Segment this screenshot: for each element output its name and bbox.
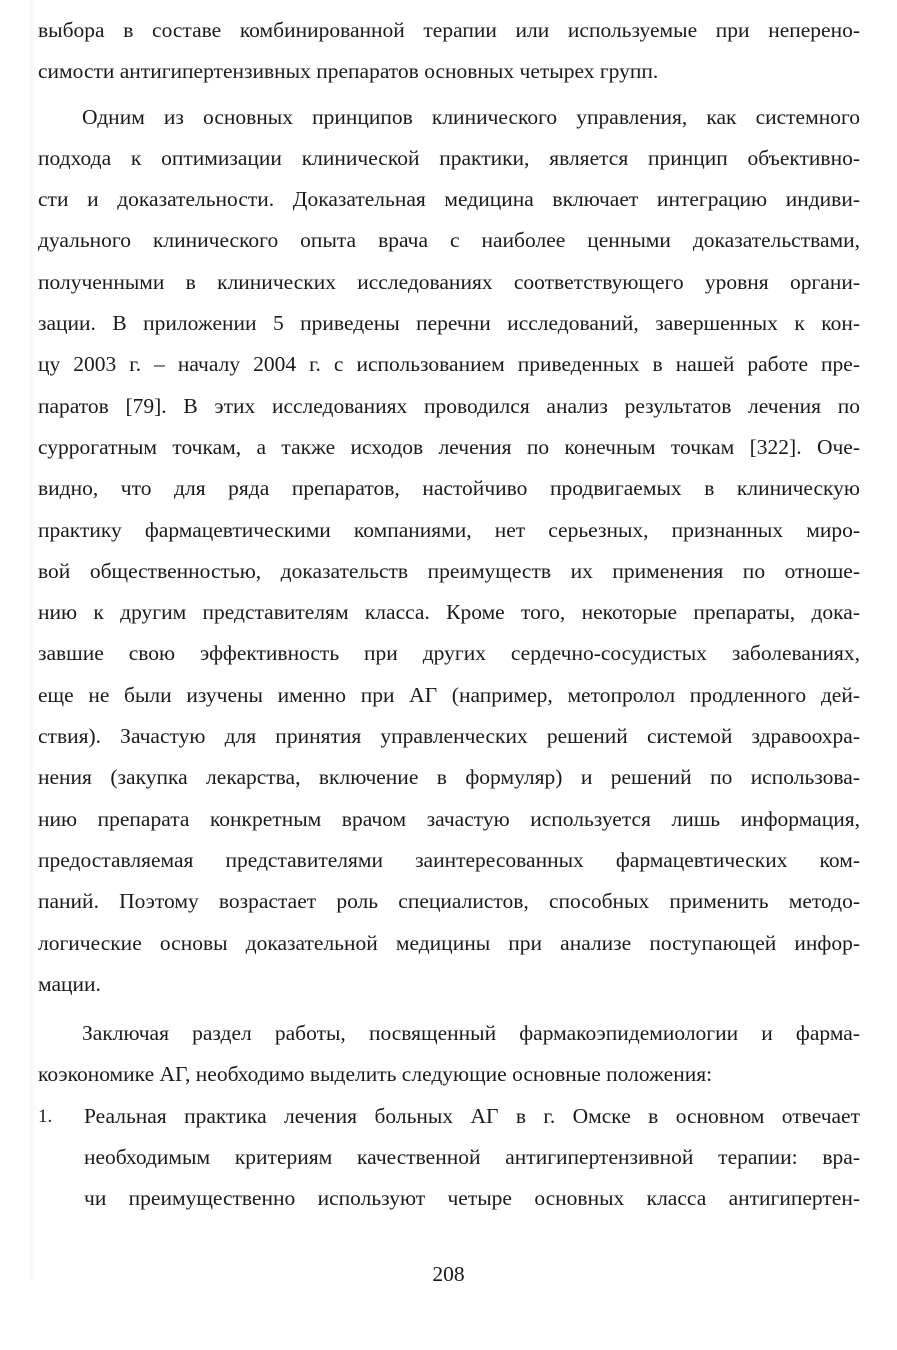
- document-page: [38, 10, 860, 1220]
- list-item-number: 1.: [38, 1105, 53, 1127]
- text-line: нию препарата конкретным врачом зачастую используется лишь информация,: [38, 806, 860, 831]
- text-line: ствия). Зачастую для принятия управленческих решений системой здравоохра-: [38, 724, 860, 749]
- text-line: выбора в составе комбинированной терапии или используемые при неперено-: [38, 18, 860, 42]
- text-line: видно, что для ряда препаратов, настойчиво продвигаемых в клиническую: [38, 476, 860, 501]
- text-line: симости антигипертензивных препаратов основных четырех групп.: [38, 59, 659, 84]
- text-line: нения (закупка лекарства, включение в формуляр) и решений по использова-: [38, 765, 860, 790]
- text-line: нию к другим представителям класса. Кроме того, некоторые препараты, дока-: [38, 600, 860, 625]
- text-line: Заключая раздел работы, посвященный фармакоэпидемиологии и фарма-: [82, 1021, 860, 1046]
- paragraph-evidence-based-medicine: [38, 97, 860, 1006]
- text-line: завшие свою эффективность при других сердечно-сосудистых заболеваниях,: [38, 641, 860, 666]
- text-line: подхода к оптимизации клинической практики, является принцип объективно-: [38, 145, 860, 170]
- text-line: мации.: [38, 971, 101, 996]
- text-line: логические основы доказательной медицины при анализе поступающей инфор-: [38, 930, 860, 955]
- text-line: вой общественностью, доказательств преимуществ их применения по отноше-: [38, 558, 860, 583]
- page-number: 208: [432, 1262, 465, 1286]
- text-line: коэкономике АГ, необходимо выделить следующие основные положения:: [38, 1062, 713, 1087]
- list-item: [38, 1096, 860, 1137]
- scan-edge-shadow: [30, 0, 36, 1280]
- list-item-text: Реальная практика лечения больных АГ в г. Омске в основном отвечает: [84, 1103, 860, 1128]
- text-line: сти и доказательности. Доказательная медицина включает интеграцию индиви-: [38, 187, 860, 212]
- paragraph-continuation: [38, 10, 860, 93]
- text-line: зации. В приложении 5 приведены перечни исследований, завершенных к кон-: [38, 311, 860, 336]
- text-line: еще не были изучены именно при АГ (например, метопролол продленного дей-: [38, 682, 860, 707]
- numbered-list: [38, 1096, 860, 1220]
- text-line: предоставляемая представителями заинтересованных фармацевтических ком-: [38, 847, 860, 872]
- text-line: паний. Поэтому возрастает роль специалистов, способных применить методо-: [38, 889, 860, 914]
- text-line: суррогатным точкам, а также исходов лечения по конечным точкам [322]. Оче-: [38, 434, 860, 459]
- text-line: полученными в клинических исследованиях соответствующего уровня органи-: [38, 269, 860, 294]
- text-line: Одним из основных принципов клинического управления, как системного: [82, 104, 860, 129]
- text-line: практику фармацевтическими компаниями, нет серьезных, признанных миро-: [38, 517, 860, 542]
- list-item-continuation: чи преимущественно используют четыре основных класса антигипертен-: [84, 1186, 860, 1211]
- text-line: цу 2003 г. – началу 2004 г. с использованием приведенных в нашей работе пре-: [38, 352, 860, 377]
- paragraph-conclusion-intro: [38, 1013, 860, 1096]
- text-line: дуального клинического опыта врача с наиболее ценными доказательствами,: [38, 228, 860, 253]
- list-item-continuation: необходимым критериям качественной антигипертензивной терапии: вра-: [84, 1145, 860, 1170]
- text-line: паратов [79]. В этих исследованиях проводился анализ результатов лечения по: [38, 393, 860, 418]
